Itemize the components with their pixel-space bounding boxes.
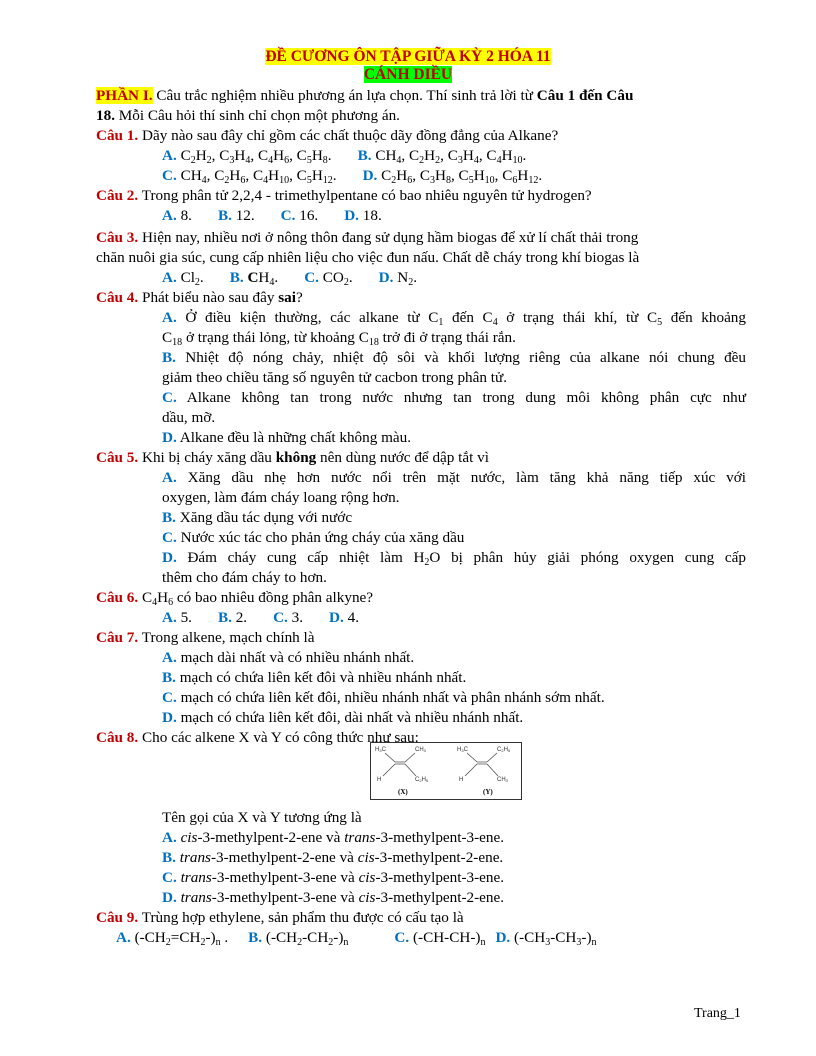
q4-option-b-line1: B. Nhiệt độ nóng chảy, nhiệt độ sôi và khối lượng riêng của alkane nói chung đều bbox=[162, 349, 746, 366]
svg-text:CH3: CH3 bbox=[497, 777, 508, 783]
question-5: Câu 5. Khi bị cháy xăng dầu không nên dùng nước để dập tắt vì bbox=[96, 449, 489, 466]
q7-option-a: A. mạch dài nhất và có nhiều nhánh nhất. bbox=[162, 649, 415, 666]
q8-option-d: D. trans-3-methylpent-3-ene và cis-3-methylpent-2-ene. bbox=[162, 889, 505, 906]
document-title: ĐỀ CƯƠNG ÔN TẬP GIỮA KỲ 2 HÓA 11 bbox=[265, 48, 551, 65]
q4-option-c-line2: dầu, mỡ. bbox=[162, 409, 216, 426]
question-8: Câu 8. Cho các alkene X và Y có công thức như sau: bbox=[96, 729, 419, 746]
q1-options-row2: C. $CH_4$, $C_2H_6$, $C_4H_{10}$, $C_5H_{12}$. D. $C_2H_6$, $C_3H_8$, $C_5H_{10}$, $C_6H_{12}$. bbox=[162, 167, 543, 186]
question-6: Câu 6. $C_4H_6$ có bao nhiêu đồng phân alkyne? bbox=[96, 589, 374, 608]
q8-option-c: C. trans-3-methylpent-3-ene và cis-3-methylpent-3-ene. bbox=[162, 869, 505, 886]
q5-option-a-line2: oxygen, làm đám cháy loang rộng hơn. bbox=[162, 489, 400, 506]
svg-text:C2H5: C2H5 bbox=[497, 747, 511, 753]
svg-text:H: H bbox=[377, 777, 382, 783]
svg-text:CH3: CH3 bbox=[415, 747, 426, 753]
question-2: Câu 2. Trong phân tử 2,2,4 - trimethylpentane có bao nhiêu nguyên tử hydrogen? bbox=[96, 187, 592, 204]
figure-label-y: (Y) bbox=[483, 788, 493, 796]
q5-option-d-line1: D. Đám cháy cung cấp nhiệt làm $H_2O$ bị phân hủy giải phóng oxygen cung cấp bbox=[162, 549, 746, 568]
q4-option-b-line2: giảm theo chiều tăng số nguyên tử cacbon trong phân tử. bbox=[162, 369, 508, 386]
q3-options: A. $Cl_2$. B. $CH_4$. C. $CO_2$. D. $N_2$. bbox=[162, 269, 417, 288]
alkene-structures-svg bbox=[371, 743, 521, 799]
q4-option-d: D. Alkane đều là những chất không màu. bbox=[162, 429, 412, 446]
q8-option-a: A. cis-3-methylpent-2-ene và trans-3-methylpent-3-ene. bbox=[162, 829, 505, 846]
q7-option-c: C. mạch có chứa liên kết đôi, nhiều nhánh nhất và phân nhánh sớm nhất. bbox=[162, 689, 605, 706]
svg-text:H3C: H3C bbox=[375, 747, 386, 753]
q6-options: A. 5. B. 2. C. 3. D. 4. bbox=[162, 609, 359, 626]
figure-label-x: (X) bbox=[398, 788, 408, 796]
q1-options-row1: A. $C_2H_2$, $C_3H_4$, $C_4H_6$, $C_5H_8$. B. $CH_4$, $C_2H_2$, $C_3H_4$, $C_4H_{10}$. bbox=[162, 147, 527, 166]
q4-option-a-line1: A. Ở điều kiện thường, các alkane từ $C_1$ đến $C_4$ ở trạng thái khí, từ $C_5$ đến khoảng bbox=[162, 309, 746, 328]
part1-intro-line2: 18. Mỗi Câu hỏi thí sinh chỉ chọn một phương án. bbox=[96, 107, 400, 124]
q9-options: A. $(-CH_2=CH_2-)_n$ . B. $(-CH_2-CH_2-)_n$ C. $(-CH-CH-)_n$ D. $(-CH_3-CH_3-)_n$ bbox=[116, 929, 597, 948]
svg-text:H: H bbox=[459, 777, 464, 783]
question-9: Câu 9. Trùng hợp ethylene, sản phẩm thu được có cấu tạo là bbox=[96, 909, 464, 926]
page-footer: Trang_1 bbox=[694, 1006, 741, 1021]
svg-text:C2H5: C2H5 bbox=[415, 777, 429, 783]
q4-option-c-line1: C. Alkane không tan trong nước nhưng tan trong dung môi không phân cực như bbox=[162, 389, 746, 406]
document-subtitle: CÁNH DIỀU bbox=[363, 66, 453, 83]
question-4: Câu 4. Phát biểu nào sau đây sai? bbox=[96, 289, 303, 306]
q4-option-a-line2: $C_{18}$ ở trạng thái lỏng, từ khoảng $C_{18}$ trở đi ở trạng thái rắn. bbox=[162, 329, 516, 348]
q5-option-c: C. Nước xúc tác cho phản ứng cháy của xăng dầu bbox=[162, 529, 465, 546]
q5-option-d-line2: thêm cho đám cháy to hơn. bbox=[162, 569, 327, 586]
alkene-structures-figure bbox=[370, 742, 522, 800]
q8-prompt: Tên gọi của X và Y tương ứng là bbox=[162, 809, 362, 826]
question-3-line1: Câu 3. Hiện nay, nhiều nơi ở nông thôn đang sử dụng hầm biogas để xử lí chất thải trong bbox=[96, 229, 639, 246]
question-1: Câu 1. Dãy nào sau đây chỉ gồm các chất thuộc dãy đồng đẳng của Alkane? bbox=[96, 127, 559, 144]
question-3-line2: chăn nuôi gia súc, cung cấp nhiên liệu cho việc đun nấu. Chất dễ cháy trong khí biogas là bbox=[96, 249, 640, 266]
part1-intro-line1: PHẦN I. Câu trắc nghiệm nhiều phương án lựa chọn. Thí sinh trả lời từ Câu 1 đến Câu bbox=[96, 87, 634, 104]
q5-option-a-line1: A. Xăng dầu nhẹ hơn nước nổi trên mặt nước, làm tăng khả năng tiếp xúc với bbox=[162, 469, 746, 486]
q5-option-b: B. Xăng dầu tác dụng với nước bbox=[162, 509, 353, 526]
q8-option-b: B. trans-3-methylpent-2-ene và cis-3-methylpent-2-ene. bbox=[162, 849, 504, 866]
q2-options: A. 8. B. 12. C. 16. D. 18. bbox=[162, 207, 382, 224]
question-7: Câu 7. Trong alkene, mạch chính là bbox=[96, 629, 315, 646]
q7-option-d: D. mạch có chứa liên kết đôi, dài nhất và nhiều nhánh nhất. bbox=[162, 709, 524, 726]
svg-text:H3C: H3C bbox=[457, 747, 468, 753]
q7-option-b: B. mạch có chứa liên kết đôi và nhiều nhánh nhất. bbox=[162, 669, 467, 686]
